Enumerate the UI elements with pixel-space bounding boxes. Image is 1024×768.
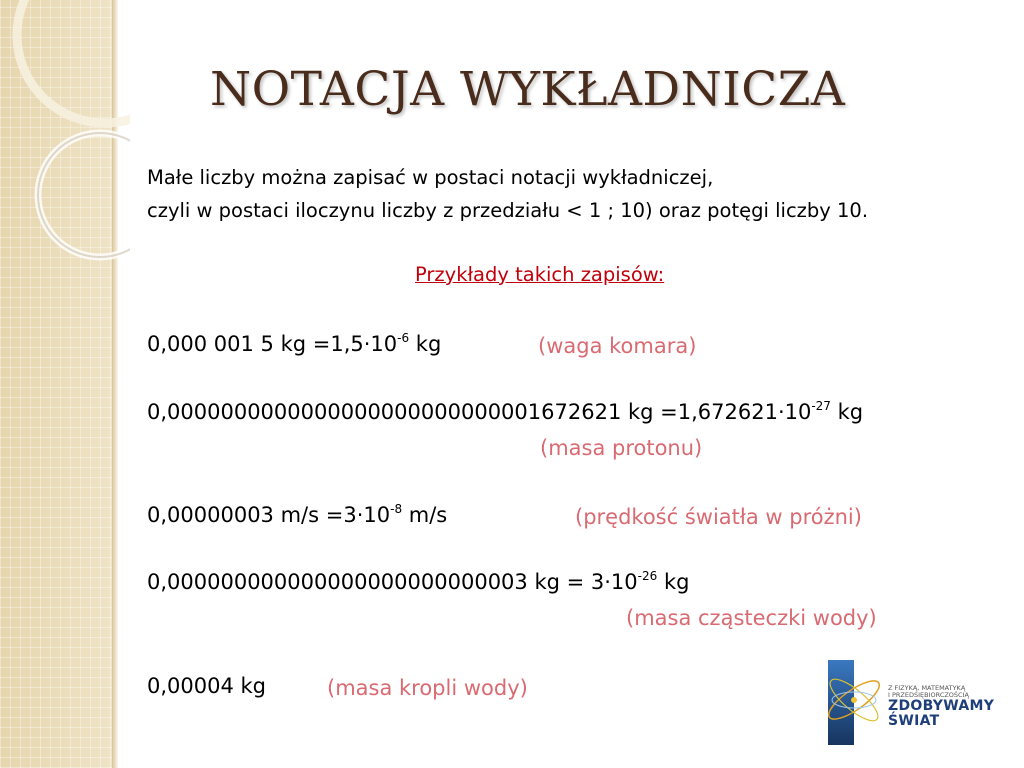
example-4-exponent: -26 xyxy=(637,569,658,583)
example-3-value: 0,00000003 m/s =3·10 xyxy=(147,503,391,527)
example-3-note: (prędkość światła w próżni) xyxy=(575,505,862,529)
example-4-unit: kg xyxy=(657,570,690,594)
example-5-note: (masa kropli wody) xyxy=(327,676,528,700)
examples-heading: Przykłady takich zapisów: xyxy=(415,263,665,286)
example-4 xyxy=(147,570,689,594)
example-1 xyxy=(147,332,441,356)
intro-text xyxy=(147,161,977,227)
example-1-unit: kg xyxy=(409,332,442,356)
logo-text xyxy=(888,685,994,729)
intro-line-2: czyli w postaci iloczynu liczby z przedziału < 1 ; 10) oraz potęgi liczby 10. xyxy=(147,199,869,222)
example-2-note: (masa protonu) xyxy=(540,436,703,460)
page-title: NOTACJA WYKŁADNICZA xyxy=(210,62,846,117)
logo-line-3: ZDOBYWAMY xyxy=(888,698,995,714)
example-3-unit: m/s xyxy=(402,503,448,527)
logo-line-1: Z FIZYKĄ, MATEMATYKĄ xyxy=(888,684,966,692)
example-2-exponent: -27 xyxy=(811,399,831,413)
example-1-exponent: -6 xyxy=(397,331,410,345)
example-4-note: (masa cząsteczki wody) xyxy=(626,606,877,630)
example-4-value: 0,000000000000000000000000003 kg = 3·10 xyxy=(147,570,638,594)
decorative-circles xyxy=(0,0,130,280)
example-5 xyxy=(147,674,266,698)
intro-line-1: Małe liczby można zapisać w postaci notacji wykładniczej, xyxy=(147,166,714,189)
example-5-value: 0,00004 kg xyxy=(147,674,267,698)
example-3-exponent: -8 xyxy=(390,502,403,516)
example-1-note: (waga komara) xyxy=(538,334,697,358)
logo-line-2: I PRZEDSIĘBIORCZOŚCIĄ xyxy=(888,691,969,699)
example-1-value: 0,000 001 5 kg =1,5·10 xyxy=(147,332,398,356)
example-2 xyxy=(147,400,863,424)
example-2-unit: kg xyxy=(830,400,864,424)
example-2-value: 0,0000000000000000000000000001672621 kg =1,672621·10 xyxy=(147,400,812,424)
example-3 xyxy=(147,503,447,527)
logo-line-4: ŚWIAT xyxy=(888,713,940,729)
